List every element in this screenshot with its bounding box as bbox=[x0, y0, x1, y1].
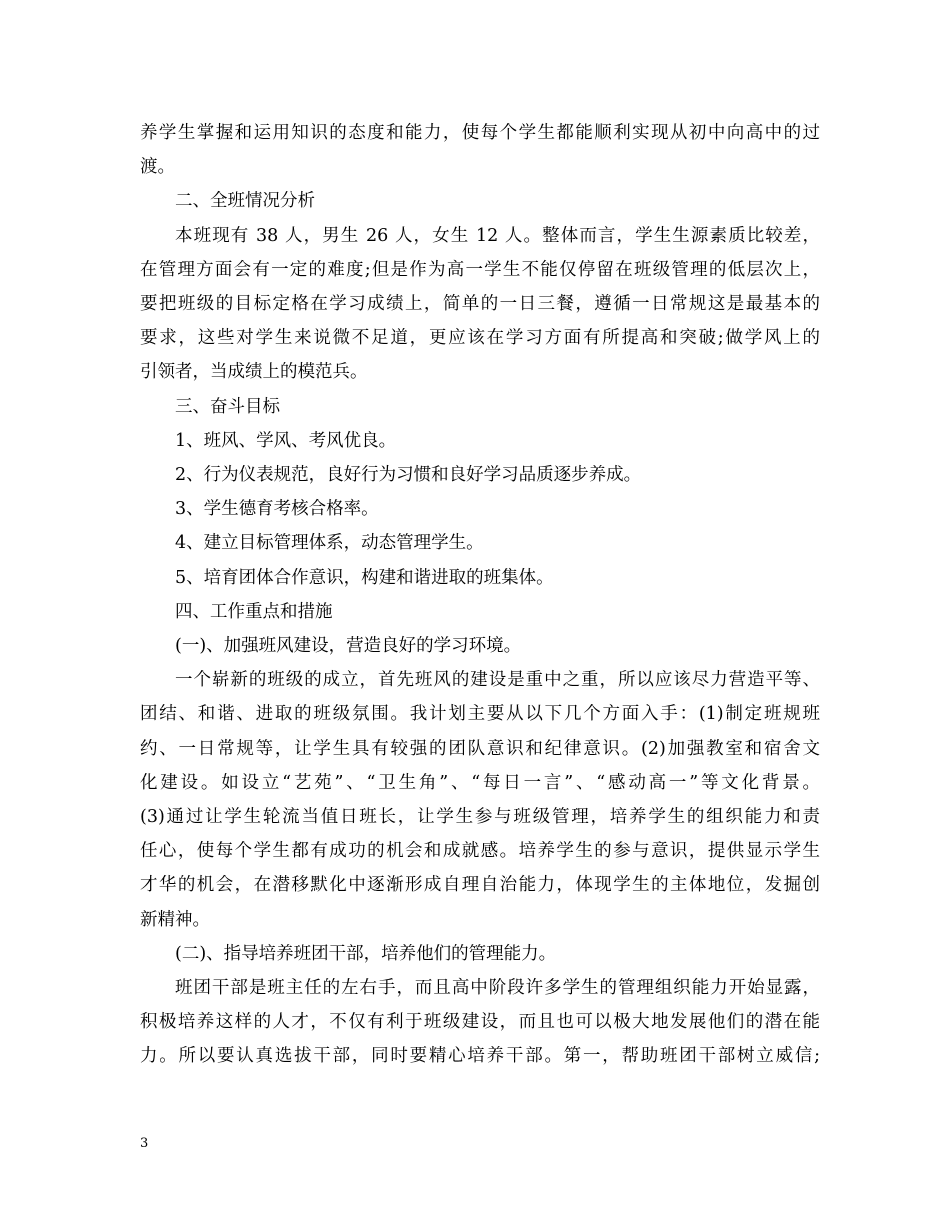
text-line: 本班现有 38 人，男生 26 人，女生 12 人。整体而言，学生生源素质比较差， bbox=[175, 225, 820, 246]
list-item: 4、建立目标管理体系，动态管理学生。 bbox=[175, 533, 484, 554]
text-line: 约、一日常规等，让学生具有较强的团队意识和纪律意识。(2)加强教室和宿舍文 bbox=[140, 738, 820, 759]
text-line: 要把班级的目标定格在学习成绩上，简单的一日三餐，遵循一日常规这是最基本的 bbox=[140, 294, 820, 314]
text-line: 新精神。 bbox=[140, 909, 210, 930]
section-heading: 四、工作重点和措施 bbox=[175, 601, 333, 622]
text-line: (3)通过让学生轮流当值日班长，让学生参与班级管理，培养学生的组织能力和责 bbox=[140, 807, 820, 827]
text-line: 班团干部是班主任的左右手，而且高中阶段许多学生的管理组织能力开始显露， bbox=[175, 978, 820, 998]
list-item: 3、学生德育考核合格率。 bbox=[175, 499, 379, 520]
section-heading: 二、全班情况分析 bbox=[175, 191, 315, 212]
text-line: 要求，这些对学生来说微不足道，更应该在学习方面有所提高和突破;做学风上的 bbox=[140, 328, 820, 349]
list-item: 1、班风、学风、考风优良。 bbox=[175, 430, 397, 451]
text-line: 任心，使每个学生都有成功的机会和成就感。培养学生的参与意识，提供显示学生 bbox=[140, 841, 820, 862]
text-line: 团结、和谐、进取的班级氛围。我计划主要从以下几个方面入手：(1)制定班规班 bbox=[140, 704, 820, 725]
text-line: 引领者，当成绩上的模范兵。 bbox=[140, 362, 368, 383]
text-line: 渡。 bbox=[140, 157, 175, 178]
list-item: 5、培育团体合作意识，构建和谐进取的班集体。 bbox=[175, 567, 554, 588]
list-item: 2、行为仪表规范，良好行为习惯和良好学习品质逐步养成。 bbox=[175, 465, 642, 485]
text-line: 才华的机会，在潜移默化中逐渐形成自理自治能力，体现学生的主体地位，发掘创 bbox=[140, 875, 820, 896]
page-number: 3 bbox=[140, 1136, 149, 1151]
text-line: 养学生掌握和运用知识的态度和能力，使每个学生都能顺利实现从初中向高中的过 bbox=[140, 123, 820, 143]
subsection-heading: (一)、加强班风建设，营造良好的学习环境。 bbox=[175, 636, 522, 656]
text-line: 积极培养这样的人才，不仅有利于班级建设，而且也可以极大地发展他们的潜在能 bbox=[140, 1012, 820, 1033]
subsection-heading: (二)、指导培养班团干部，培养他们的管理能力。 bbox=[175, 943, 557, 964]
text-line: 在管理方面会有一定的难度;但是作为高一学生不能仅停留在班级管理的低层次上， bbox=[140, 259, 820, 280]
text-line: 化建设。如设立“艺苑”、“卫生角”、“每日一言”、“感动高一”等文化背景。 bbox=[140, 772, 820, 793]
section-heading: 三、奋斗目标 bbox=[175, 396, 280, 417]
text-line: 一个崭新的班级的成立，首先班风的建设是重中之重，所以应该尽力营造平等、 bbox=[175, 670, 820, 691]
text-line: 力。所以要认真选拔干部，同时要精心培养干部。第一，帮助班团干部树立威信; bbox=[140, 1046, 820, 1067]
